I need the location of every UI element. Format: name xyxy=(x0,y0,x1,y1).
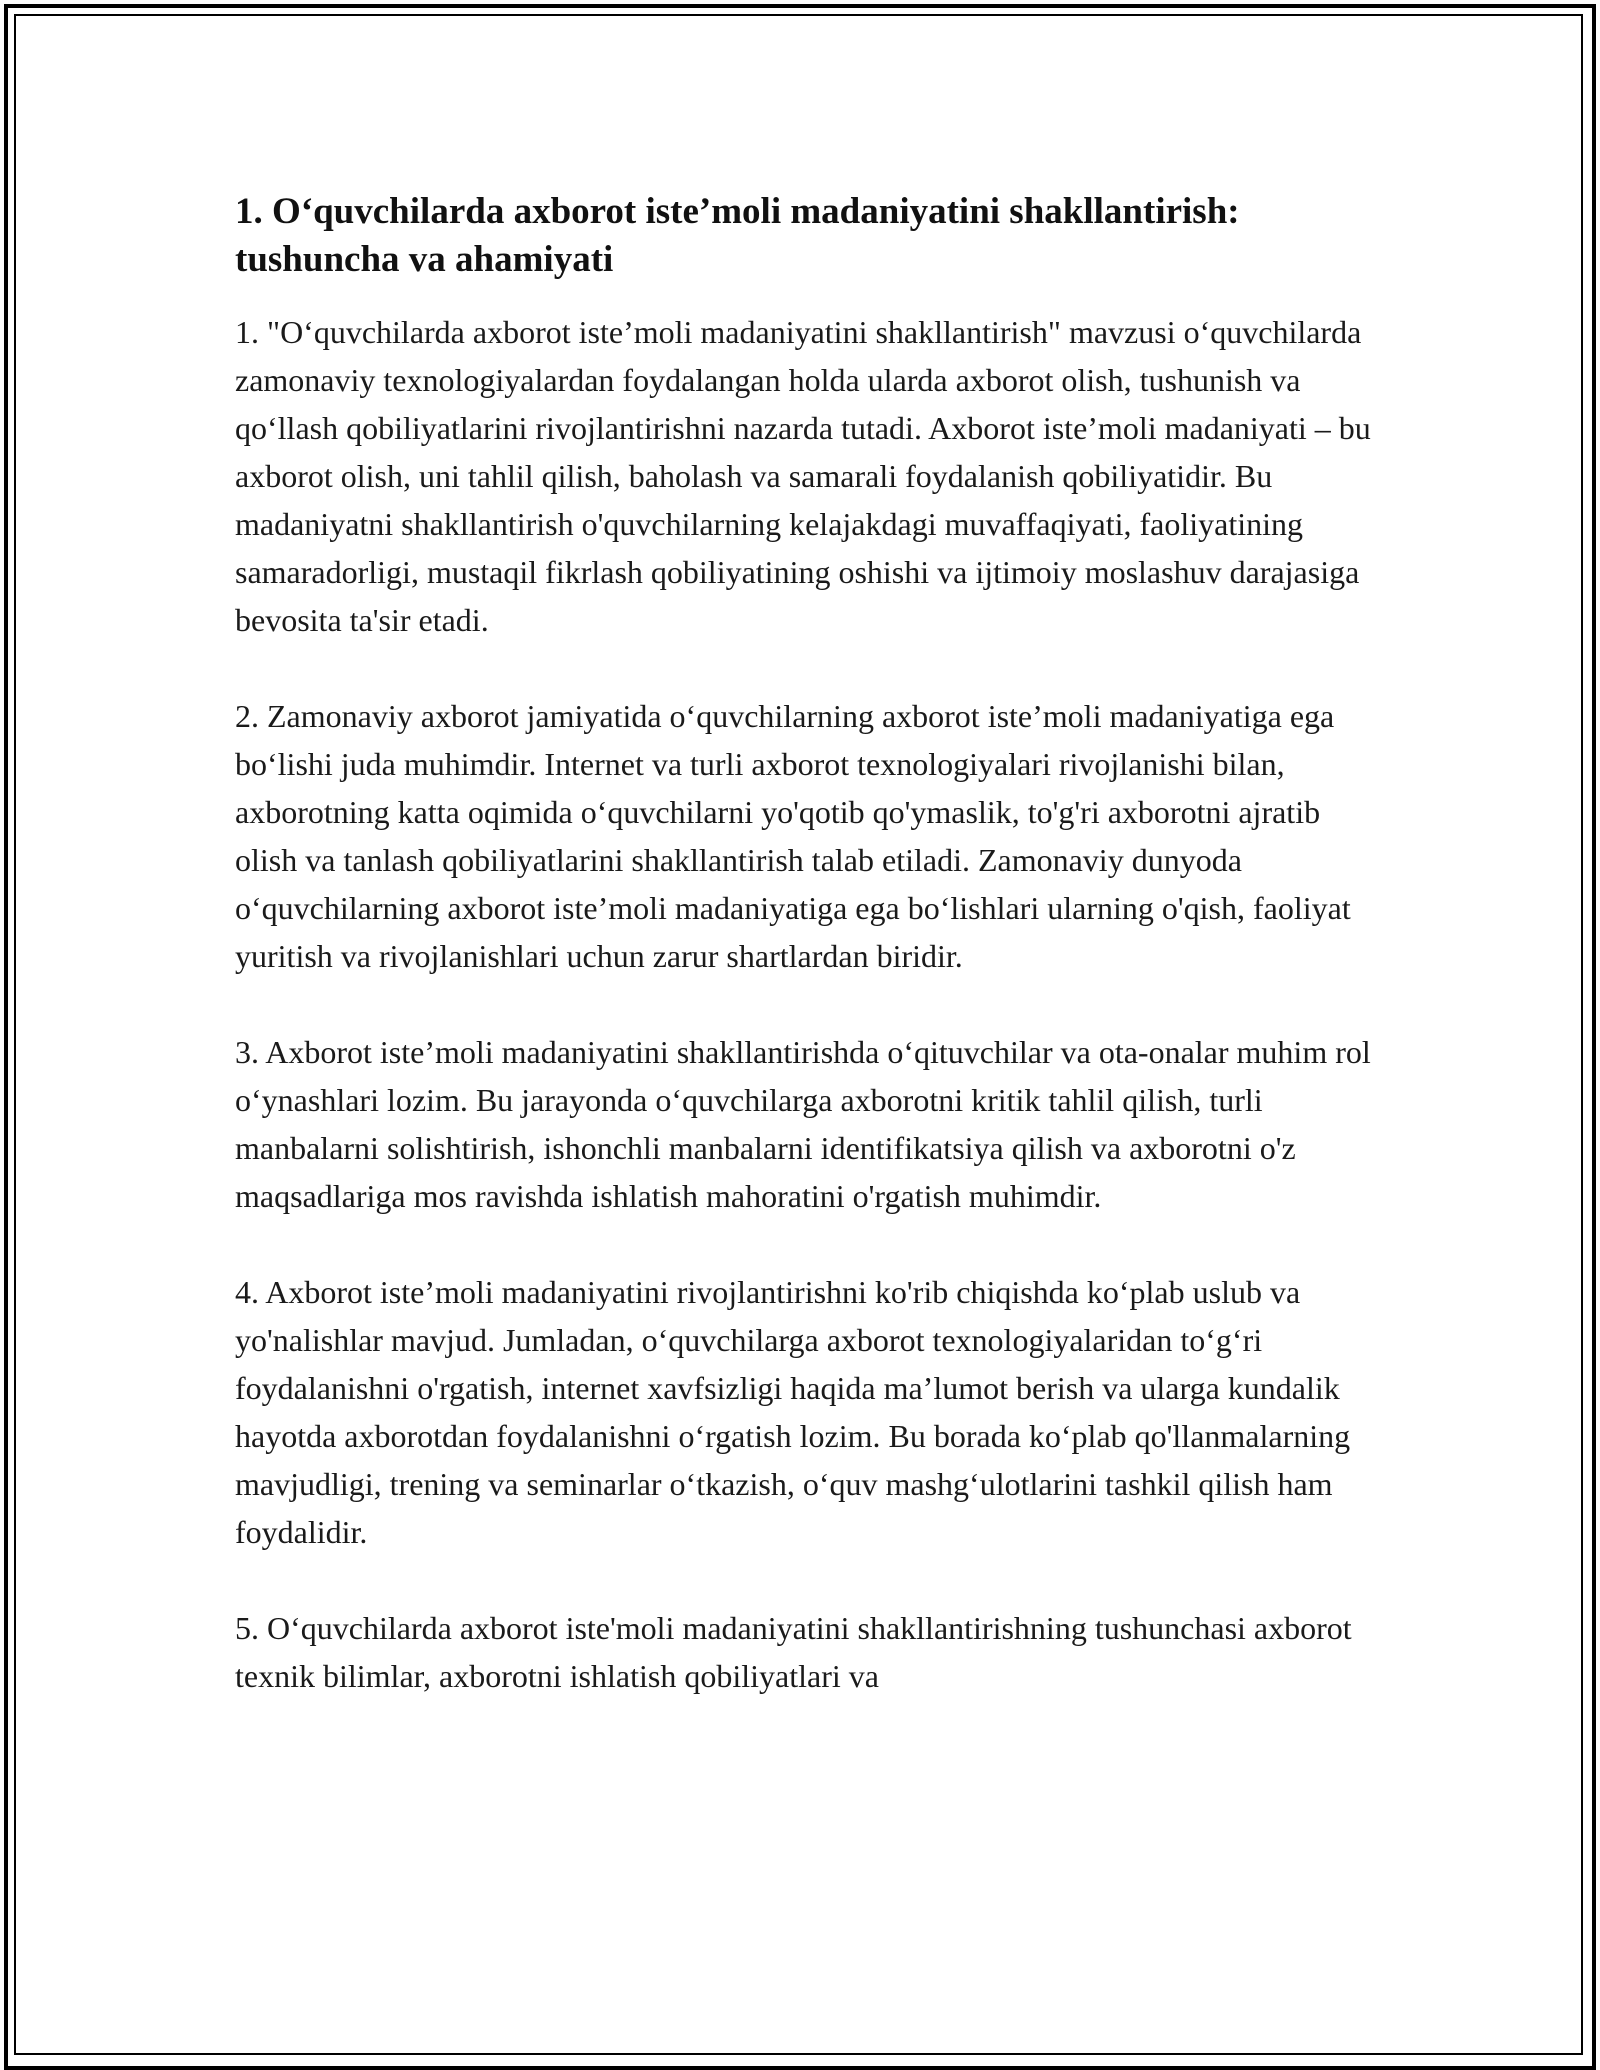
paragraph-4: 4. Axborot iste’moli madaniyatini rivojlantirishni ko'rib chiqishda ko‘plab uslub va yo'nalishlar mavjud. Jumladan, o‘quvchilarga axborot texnologiyalaridan to‘g‘ri foydalanishni o'rgatish, internet xavfsizligi haqida ma’lumot berish va ularga kundalik hayotda axborotdan foydalanishni o‘rgatish lozim. Bu borada ko‘plab qo'llanmalarning mavjudligi, trening va seminarlar o‘tkazish, o‘quv mashg‘ulotlarini tashkil qilish ham foydalidir. xyxy=(235,1274,1351,1550)
paragraph-3: 3. Axborot iste’moli madaniyatini shakllantirishda o‘qituvchilar va ota-onalar muhim rol o‘ynashlari lozim. Bu jarayonda o‘quvchilarga axborotni kritik tahlil qilish, turli manbalarni solishtirish, ishonchli manbalarni identifikatsiya qilish va axborotni o'z maqsadlariga mos ravishda ishlatish mahoratini o'rgatish muhimdir. xyxy=(235,1034,1371,1214)
paragraph-2: 2. Zamonaviy axborot jamiyatida o‘quvchilarning axborot iste’moli madaniyatiga ega bo‘lishi juda muhimdir. Internet va turli axborot texnologiyalari rivojlanishi bilan, axborotning katta oqimida o‘quvchilarni yo'qotib qo'ymaslik, to'g'ri axborotni ajratib olish va tanlash qobiliyatlarini shakllantirish talab etiladi. Zamonaviy dunyoda o‘quvchilarning axborot iste’moli madaniyatiga ega bo‘lishlari ularning o'qish, faoliyat yuritish va rivojlanishlari uchun zarur shartlardan biridir. xyxy=(235,698,1351,974)
document-title: 1. O‘quvchilarda axborot iste’moli madaniyatini shakllantirish: tushuncha va ahamiyati xyxy=(235,191,1240,280)
paragraph-5: 5. O‘quvchilarda axborot iste'moli madaniyatini shakllantirishning tushunchasi axborot texnik bilimlar, axborotni ishlatish qobiliyatlari va xyxy=(235,1610,1352,1694)
paragraph-1: 1. "O‘quvchilarda axborot iste’moli madaniyatini shakllantirish" mavzusi o‘quvchilarda zamonaviy texnologiyalardan foydalangan holda ularda axborot olish, tushunish va qo‘llash qobiliyatlarini rivojlantirishni nazarda tutadi. Axborot iste’moli madaniyati – bu axborot olish, uni tahlil qilish, baholash va samarali foydalanish qobiliyatidir. Bu madaniyatni shakllantirish o'quvchilarning kelajakdagi muvaffaqiyati, faoliyatining samaradorligi, mustaqil fikrlash qobiliyatining oshishi va ijtimoiy moslashuv darajasiga bevosita ta'sir etadi. xyxy=(235,314,1371,638)
document-body xyxy=(235,188,1375,1748)
